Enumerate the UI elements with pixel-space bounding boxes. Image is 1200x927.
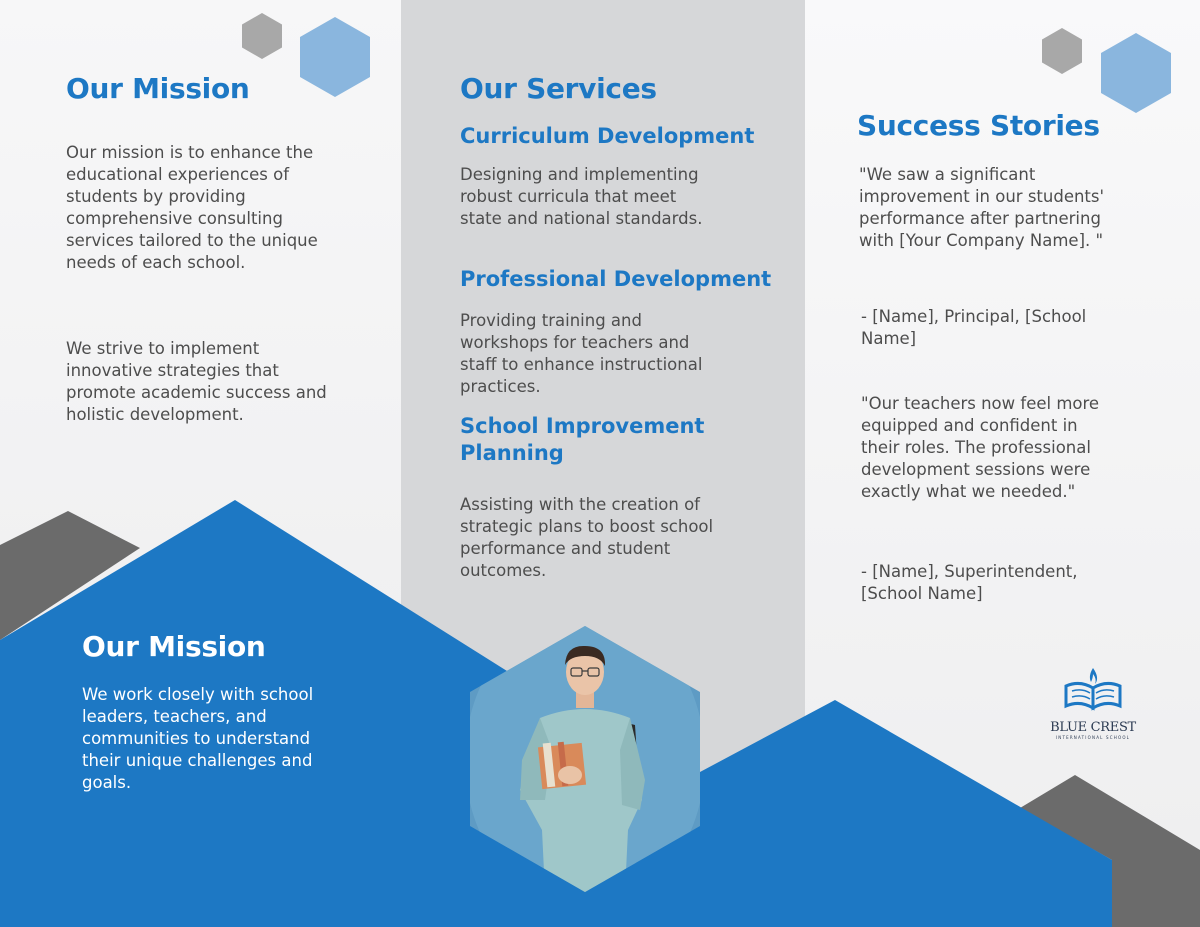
blue-hexagon [300, 17, 370, 97]
bottom-mission-paragraph: We work closely with school leaders, teachers, and communities to understand their unique challenges and goals. [82, 685, 314, 792]
service-description: Designing and implementing robust curricula that meet state and national standards. [460, 165, 703, 228]
service-description: Providing training and workshops for teachers and staff to enhance instructional practices. [460, 311, 703, 396]
service-title: School Improvement Planning [460, 414, 705, 465]
open-book-flame-icon [1062, 664, 1124, 714]
services-heading: Our Services [460, 72, 657, 105]
logo-name: BLUE CREST [1050, 720, 1136, 735]
logo-subtitle: INTERNATIONAL SCHOOL [1055, 735, 1131, 740]
testimonial-quote: "We saw a significant improvement in our students' performance after partnering with [Your Company Name]. " [859, 165, 1105, 250]
blue-hexagon [1101, 33, 1171, 113]
testimonial-quote: "Our teachers now feel more equipped and confident in their roles. The professional development sessions were exactly what we needed." [861, 394, 1100, 501]
service-title: Curriculum Development [460, 124, 755, 148]
mission-paragraph: We strive to implement innovative strategies that promote academic success and holistic development. [66, 339, 327, 424]
service-description: Assisting with the creation of strategic plans to boost school performance and student outcomes. [460, 495, 714, 580]
grey-hexagon [242, 13, 282, 59]
service-title: Professional Development [460, 267, 772, 291]
bottom-mission-heading: Our Mission [82, 630, 266, 663]
school-logo [1046, 664, 1140, 740]
success-stories-heading: Success Stories [857, 109, 1100, 142]
mission-heading: Our Mission [66, 72, 250, 105]
testimonial-author: - [Name], Superintendent, [School Name] [861, 562, 1078, 603]
testimonial-author: - [Name], Principal, [School Name] [861, 307, 1087, 348]
grey-hexagon [1042, 28, 1082, 74]
mission-paragraph: Our mission is to enhance the educational experiences of students by providing comprehensive consulting services tailored to the unique needs of each school. [66, 143, 318, 272]
